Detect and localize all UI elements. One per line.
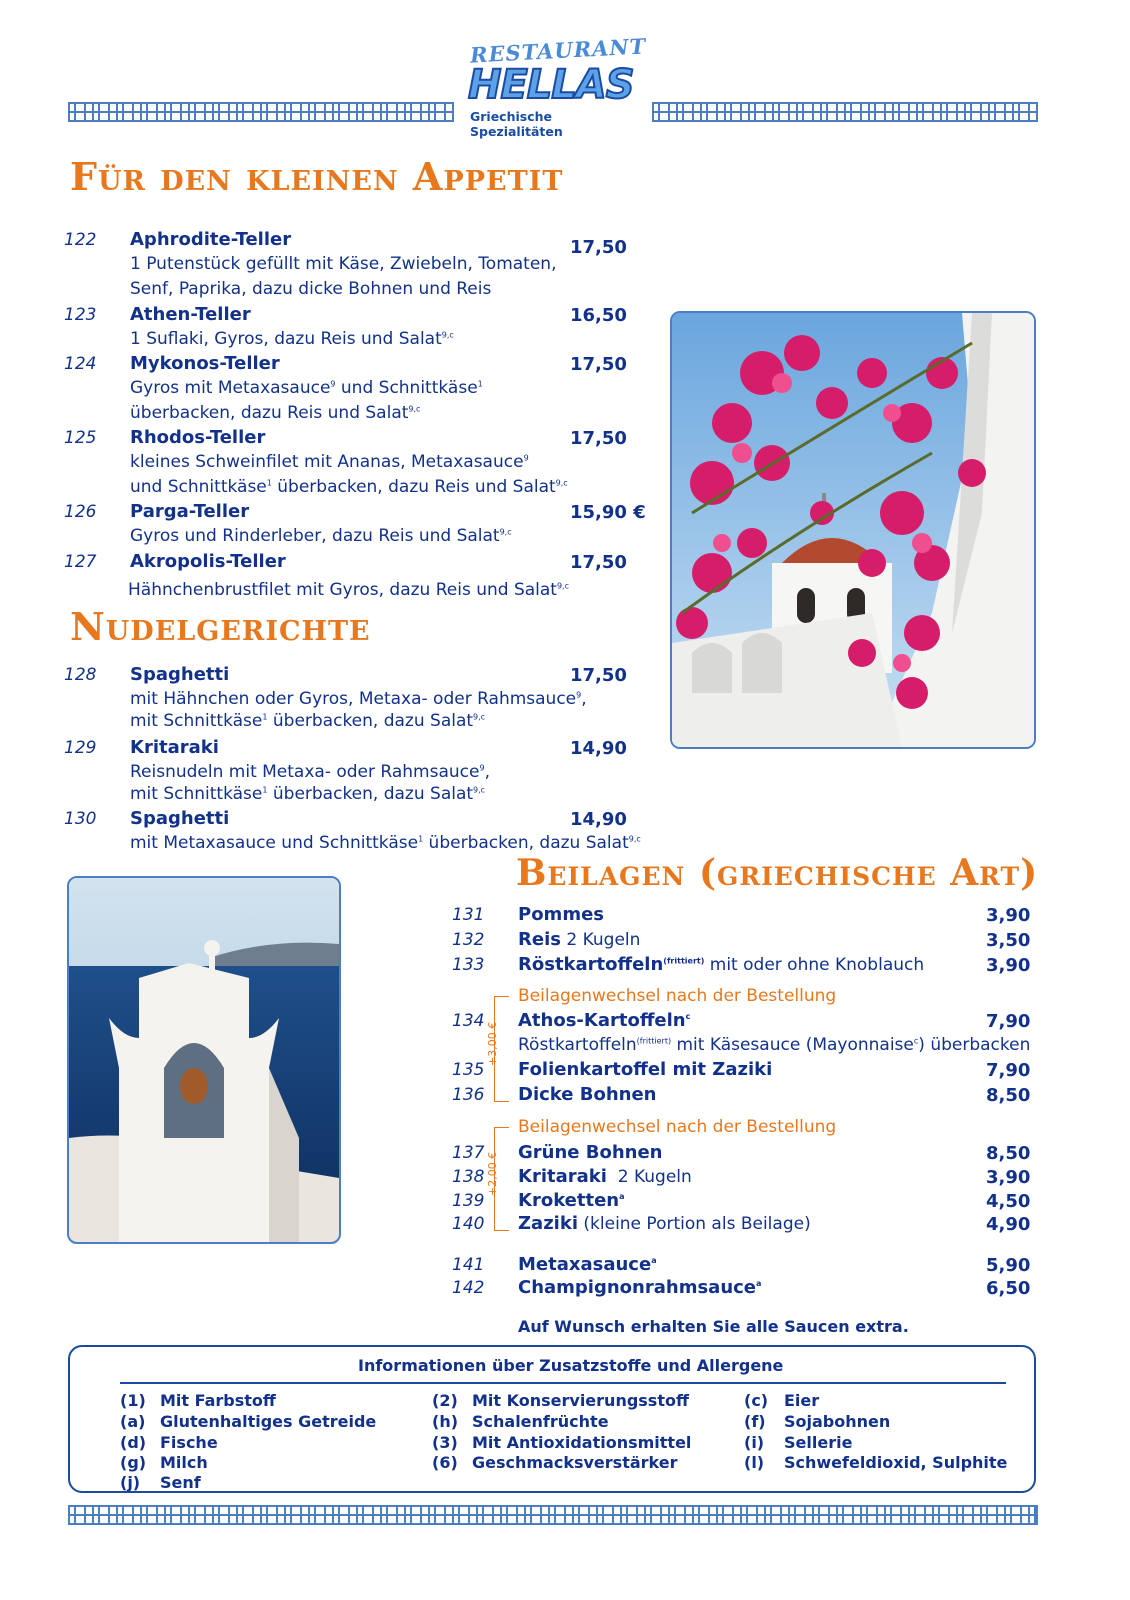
item-name: Champignonrahmsauce$^a$ xyxy=(518,1277,762,1298)
item-price: 14,90 xyxy=(570,738,627,759)
item-price: 16,50 xyxy=(570,305,627,326)
allergen-item: (i) Sellerie xyxy=(744,1433,853,1452)
allergen-item: (6) Geschmacksverstärker xyxy=(432,1453,678,1472)
side-swap-note: Beilagenwechsel nach der Bestellung xyxy=(518,1117,837,1137)
item-name: Spaghetti xyxy=(130,664,230,685)
allergen-item: (3) Mit Antioxidationsmittel xyxy=(432,1433,692,1452)
item-price: 3,90 xyxy=(986,955,1031,976)
item-name: Röstkartoffeln$^{(frittiert)}$ mit oder ohne Knoblauch xyxy=(518,954,925,975)
item-description: kleines Schweinfilet mit Ananas, Metaxasauce$^9$ xyxy=(130,452,529,472)
item-description: 1 Suflaki, Gyros, dazu Reis und Salat$^{9,c}$ xyxy=(130,329,454,349)
item-name: Athos-Kartoffeln$^c$ xyxy=(518,1010,691,1031)
allergen-item: (1) Mit Farbstoff xyxy=(120,1391,276,1410)
item-description: Gyros mit Metaxasauce$^9$ und Schnittkäse$^1$ xyxy=(130,378,483,398)
item-number: 137 xyxy=(452,1143,485,1163)
item-price: 17,50 xyxy=(570,552,627,573)
item-number: 133 xyxy=(452,955,485,975)
item-number: 134 xyxy=(452,1011,485,1031)
item-name: Rhodos-Teller xyxy=(130,427,266,448)
section-title-nudel: Nudelgerichte xyxy=(70,604,371,649)
item-name: Reis 2 Kugeln xyxy=(518,929,641,950)
item-price: 5,90 xyxy=(986,1255,1031,1276)
allergen-info-box xyxy=(68,1345,1036,1493)
section-title-appetit: Für den kleinen Appetit xyxy=(70,154,564,199)
item-number: 140 xyxy=(452,1214,485,1234)
item-price: 7,90 xyxy=(986,1060,1031,1081)
item-name: Grüne Bohnen xyxy=(518,1142,663,1163)
allergen-item: (c) Eier xyxy=(744,1391,820,1410)
item-description: Gyros und Rinderleber, dazu Reis und Salat$^{9,c}$ xyxy=(130,526,512,546)
logo-restaurant-text: RESTAURANT xyxy=(469,33,647,68)
item-price: 3,50 xyxy=(986,930,1031,951)
side-swap-note: Beilagenwechsel nach der Bestellung xyxy=(518,986,837,1006)
item-name: Parga-Teller xyxy=(130,501,250,522)
item-price: 17,50 xyxy=(570,354,627,375)
item-number: 135 xyxy=(452,1060,485,1080)
item-price: 7,90 xyxy=(986,1011,1031,1032)
item-price: 4,50 xyxy=(986,1191,1031,1212)
sauce-note: Auf Wunsch erhalten Sie alle Saucen extra. xyxy=(518,1317,909,1336)
item-price: 3,90 xyxy=(986,905,1031,926)
item-number: 128 xyxy=(64,665,97,685)
item-price: 6,50 xyxy=(986,1278,1031,1299)
item-name: Kroketten$^a$ xyxy=(518,1190,625,1211)
item-name: Dicke Bohnen xyxy=(518,1084,657,1105)
meander-border-bottom xyxy=(68,1505,1038,1525)
surcharge-label: +2,00 € xyxy=(486,1151,499,1196)
allergen-item: (g) Milch xyxy=(120,1453,208,1472)
item-number: 130 xyxy=(64,809,97,829)
allergen-item: (f) Sojabohnen xyxy=(744,1412,891,1431)
church-flowers-illustration xyxy=(672,313,1034,747)
item-description: 1 Putenstück gefüllt mit Käse, Zwiebeln, Tomaten, xyxy=(130,254,557,274)
item-number: 141 xyxy=(452,1255,485,1275)
item-name: Kritaraki xyxy=(130,737,219,758)
item-name: Athen-Teller xyxy=(130,304,251,325)
allergen-item: (d) Fische xyxy=(120,1433,218,1452)
item-description: Reisnudeln mit Metaxa- oder Rahmsauce$^9$, xyxy=(130,762,490,782)
allergen-item: (h) Schalenfrüchte xyxy=(432,1412,609,1431)
restaurant-logo xyxy=(466,33,647,139)
item-number: 123 xyxy=(64,305,97,325)
item-price: 4,90 xyxy=(986,1214,1031,1235)
item-price: 17,50 xyxy=(570,428,627,449)
item-price: 17,50 xyxy=(570,665,627,686)
surcharge-label: +3,00 € xyxy=(486,1021,499,1066)
item-description: mit Hähnchen oder Gyros, Metaxa- oder Rahmsauce$^9$, xyxy=(130,689,587,709)
item-number: 124 xyxy=(64,354,97,374)
item-number: 129 xyxy=(64,738,97,758)
item-name: Pommes xyxy=(518,904,604,925)
item-number: 126 xyxy=(64,502,97,522)
allergen-item: (l) Schwefeldioxid, Sulphite xyxy=(744,1453,1008,1472)
item-description: Senf, Paprika, dazu dicke Bohnen und Reis xyxy=(130,279,492,299)
item-price: 17,50 xyxy=(570,237,627,258)
photo-bell-tower xyxy=(67,876,341,1244)
item-description: mit Schnittkäse$^1$ überbacken, dazu Salat$^{9,c}$ xyxy=(130,784,486,804)
meander-border-left xyxy=(68,102,454,122)
item-number: 122 xyxy=(64,230,97,250)
item-price: 8,50 xyxy=(986,1143,1031,1164)
photo-bougainvillea-church xyxy=(670,311,1036,749)
item-number: 131 xyxy=(452,905,485,925)
logo-subtitle: Griechische Spezialitäten xyxy=(470,109,563,139)
item-description: und Schnittkäse$^1$ überbacken, dazu Reis und Salat$^{9,c}$ xyxy=(130,477,568,497)
item-description: mit Metaxasauce und Schnittkäse$^1$ überbacken, dazu Salat$^{9,c}$ xyxy=(130,833,641,853)
allergen-item: (2) Mit Konservierungsstoff xyxy=(432,1391,689,1410)
item-description: mit Schnittkäse$^1$ überbacken, dazu Salat$^{9,c}$ xyxy=(130,711,486,731)
allergen-item: (a) Glutenhaltiges Getreide xyxy=(120,1412,377,1431)
item-name: Spaghetti xyxy=(130,808,230,829)
item-name: Zaziki (kleine Portion als Beilage) xyxy=(518,1213,811,1234)
item-price: 8,50 xyxy=(986,1085,1031,1106)
item-number: 138 xyxy=(452,1167,485,1187)
item-name: Akropolis-Teller xyxy=(130,551,286,572)
section-title-beilagen: Beilagen (griechische Art) xyxy=(516,852,1039,894)
item-number: 139 xyxy=(452,1191,485,1211)
item-name: Kritaraki 2 Kugeln xyxy=(518,1166,692,1187)
meander-border-right xyxy=(652,102,1038,122)
item-price: 14,90 xyxy=(570,809,627,830)
item-number: 127 xyxy=(64,552,97,572)
allergen-info-title: Informationen über Zusatzstoffe und Allergene xyxy=(358,1356,784,1375)
item-description: Röstkartoffeln$^{(frittiert)}$ mit Käsesauce (Mayonnaise$^c$) überbacken xyxy=(518,1035,1031,1055)
item-name: Folienkartoffel mit Zaziki xyxy=(518,1059,773,1080)
logo-hellas-text: HELLAS xyxy=(468,62,634,108)
item-price: 15,90 € xyxy=(570,502,646,523)
item-description: Hähnchenbrustfilet mit Gyros, dazu Reis und Salat$^{9,c}$ xyxy=(128,580,569,600)
item-name: Aphrodite-Teller xyxy=(130,229,292,250)
item-name: Metaxasauce$^a$ xyxy=(518,1254,657,1275)
allergen-item: (j) Senf xyxy=(120,1473,201,1492)
divider xyxy=(120,1382,1006,1384)
item-number: 125 xyxy=(64,428,97,448)
item-name: Mykonos-Teller xyxy=(130,353,280,374)
bell-tower-illustration xyxy=(69,878,339,1242)
item-description: überbacken, dazu Reis und Salat$^{9,c}$ xyxy=(130,403,421,423)
item-price: 3,90 xyxy=(986,1167,1031,1188)
item-number: 136 xyxy=(452,1085,485,1105)
item-number: 132 xyxy=(452,930,485,950)
item-number: 142 xyxy=(452,1278,485,1298)
